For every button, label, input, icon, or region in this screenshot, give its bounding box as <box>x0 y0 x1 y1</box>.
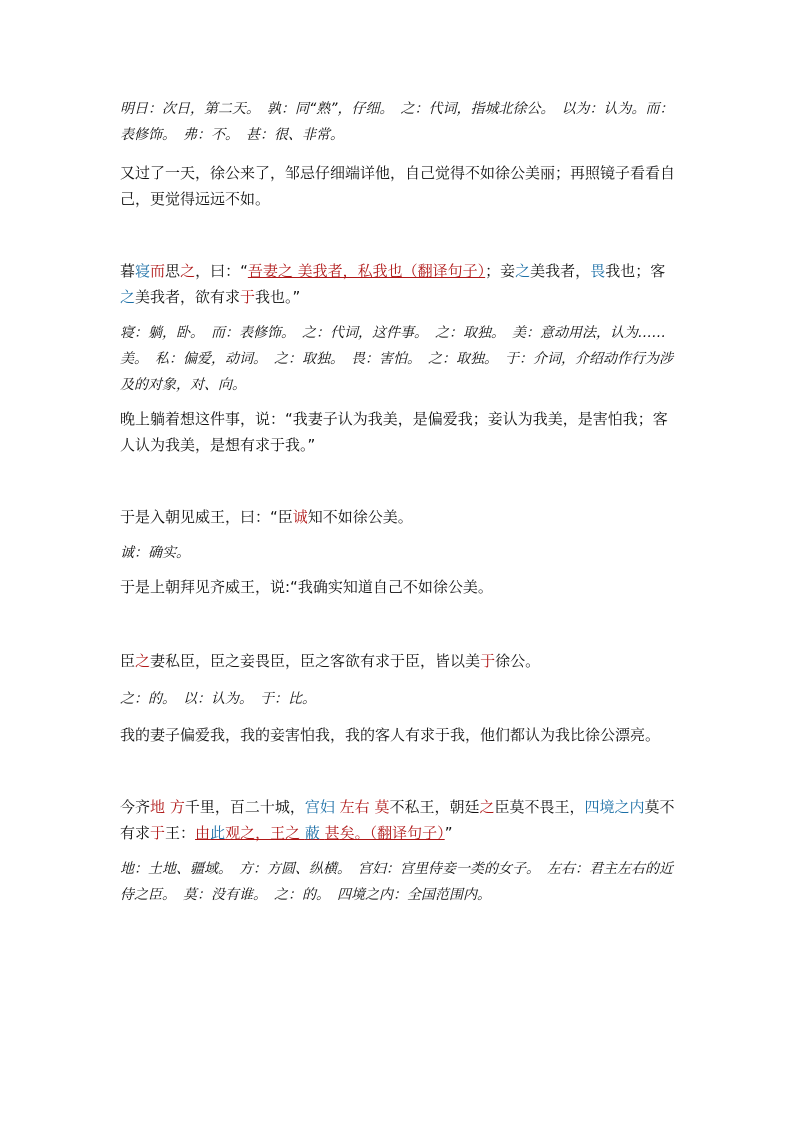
classical-text-paragraph <box>120 794 680 846</box>
highlighted-word: 蔽 <box>304 824 320 842</box>
text-segment: 臣莫不畏王， <box>494 798 585 816</box>
highlighted-word: 之 <box>180 262 196 280</box>
text-segment: 思 <box>165 262 181 280</box>
text-segment: 甚 <box>324 824 340 842</box>
text-segment: 美我者，欲有求 <box>135 288 241 306</box>
text-segment: 不私王，朝廷 <box>389 798 480 816</box>
translation-paragraph: 晚上躺着想这件事，说：“我妻子认为我美，是偏爱我；妾认为我美，是害怕我；客人认为我美，是想有求于我。” <box>120 410 668 454</box>
text-segment: 于是入朝见威王，曰：“臣 <box>120 508 293 526</box>
text-segment: 美 <box>465 652 481 670</box>
text-segment: ，曰：“ <box>195 262 248 280</box>
text-segment: ；妾 <box>485 262 516 280</box>
text-segment: 由 <box>195 824 211 842</box>
highlighted-word: 之 <box>135 652 151 670</box>
highlighted-word: 莫 <box>374 798 390 816</box>
highlighted-word: 寝 <box>135 262 151 280</box>
text-segment: 臣 <box>120 652 136 670</box>
document-page <box>120 96 680 908</box>
text-segment: 妻私臣，臣之妾畏臣，臣之客欲有求于臣，皆 <box>150 652 451 670</box>
highlighted-word: 于 <box>150 824 166 842</box>
text-segment: 以 <box>450 652 466 670</box>
highlighted-word: 方 <box>169 798 185 816</box>
text-segment: 暮 <box>120 262 136 280</box>
translation-paragraph: 又过了一天，徐公来了，邹忌仔细端详他，自己觉得不如徐公美丽；再照镜子看看自己，更觉得远远不如。 <box>120 164 676 208</box>
highlighted-word: 地 <box>150 798 166 816</box>
annotation-notes: 地：土地、疆域。 方：方圆、纵横。 宫妇：宫里侍妾一类的女子。 左右：君主左右的近侍之臣。 莫：没有谁。 之：的。 四境之内：全国范围内。 <box>120 861 673 903</box>
text-segment: 美我者， <box>530 262 591 280</box>
highlighted-word: 诚 <box>292 508 308 526</box>
text-segment: 徐公。 <box>495 652 541 670</box>
text-segment: 千里，百二十城， <box>184 798 305 816</box>
annotation-notes: 明日：次日，第二天。 孰：同“熟”，仔细。 之：代词，指城北徐公。 以为：认为。而：表修饰。 弗：不。 甚：很、非常。 <box>120 101 674 143</box>
annotation-notes: 之：的。 以：认为。 于：比。 <box>120 691 316 707</box>
translation-paragraph: 于是上朝拜见齐威王，说:“我确实知道自己不如徐公美。 <box>120 578 493 596</box>
text-segment: 我也。” <box>255 288 301 306</box>
highlighted-word: 于 <box>480 652 496 670</box>
classical-text-paragraph <box>120 258 680 310</box>
translate-sentence-underlined: 吾妻之 美我者，私我也（翻译句子） <box>247 262 486 280</box>
text-segment: 知不如徐公美。 <box>307 508 413 526</box>
classical-text-paragraph <box>120 648 680 674</box>
highlighted-word: 而 <box>150 262 166 280</box>
classical-text-paragraph <box>120 504 680 530</box>
highlighted-word: 之 <box>120 288 136 306</box>
text-segment: 莫不有求 <box>120 798 675 842</box>
annotation-notes: 诚：确实。 <box>120 545 190 561</box>
highlighted-word: 之 <box>515 262 531 280</box>
text-segment: 王： <box>165 824 196 842</box>
text-segment: ” <box>444 824 453 842</box>
highlighted-word: 宫妇 <box>304 798 335 816</box>
annotation-notes: 寝：躺，卧。 而：表修饰。 之：代词，这件事。 之：取独。 美：意动用法，认为……美。 私：偏爱，动词。 之：取独。 畏：害怕。 之：取独。 于：介词，介绍动作行为涉及的对象，对、向。 <box>120 325 673 393</box>
text-segment: 观之，王之 <box>225 824 305 842</box>
highlighted-word: 畏 <box>590 262 606 280</box>
highlighted-word: 此 <box>210 824 226 842</box>
highlighted-word: 之 <box>479 798 495 816</box>
highlighted-word: 左右 <box>339 798 370 816</box>
translate-sentence-underlined <box>195 824 445 842</box>
highlighted-word: 四境之内 <box>584 798 645 816</box>
text-segment: 矣。（翻译句子） <box>339 824 445 842</box>
text-segment: 我也；客 <box>605 262 666 280</box>
highlighted-word: 于 <box>240 288 256 306</box>
text-segment: 今齐 <box>120 798 151 816</box>
translation-paragraph: 我的妻子偏爱我，我的妾害怕我，我的客人有求于我，他们都认为我比徐公漂亮。 <box>120 726 661 744</box>
